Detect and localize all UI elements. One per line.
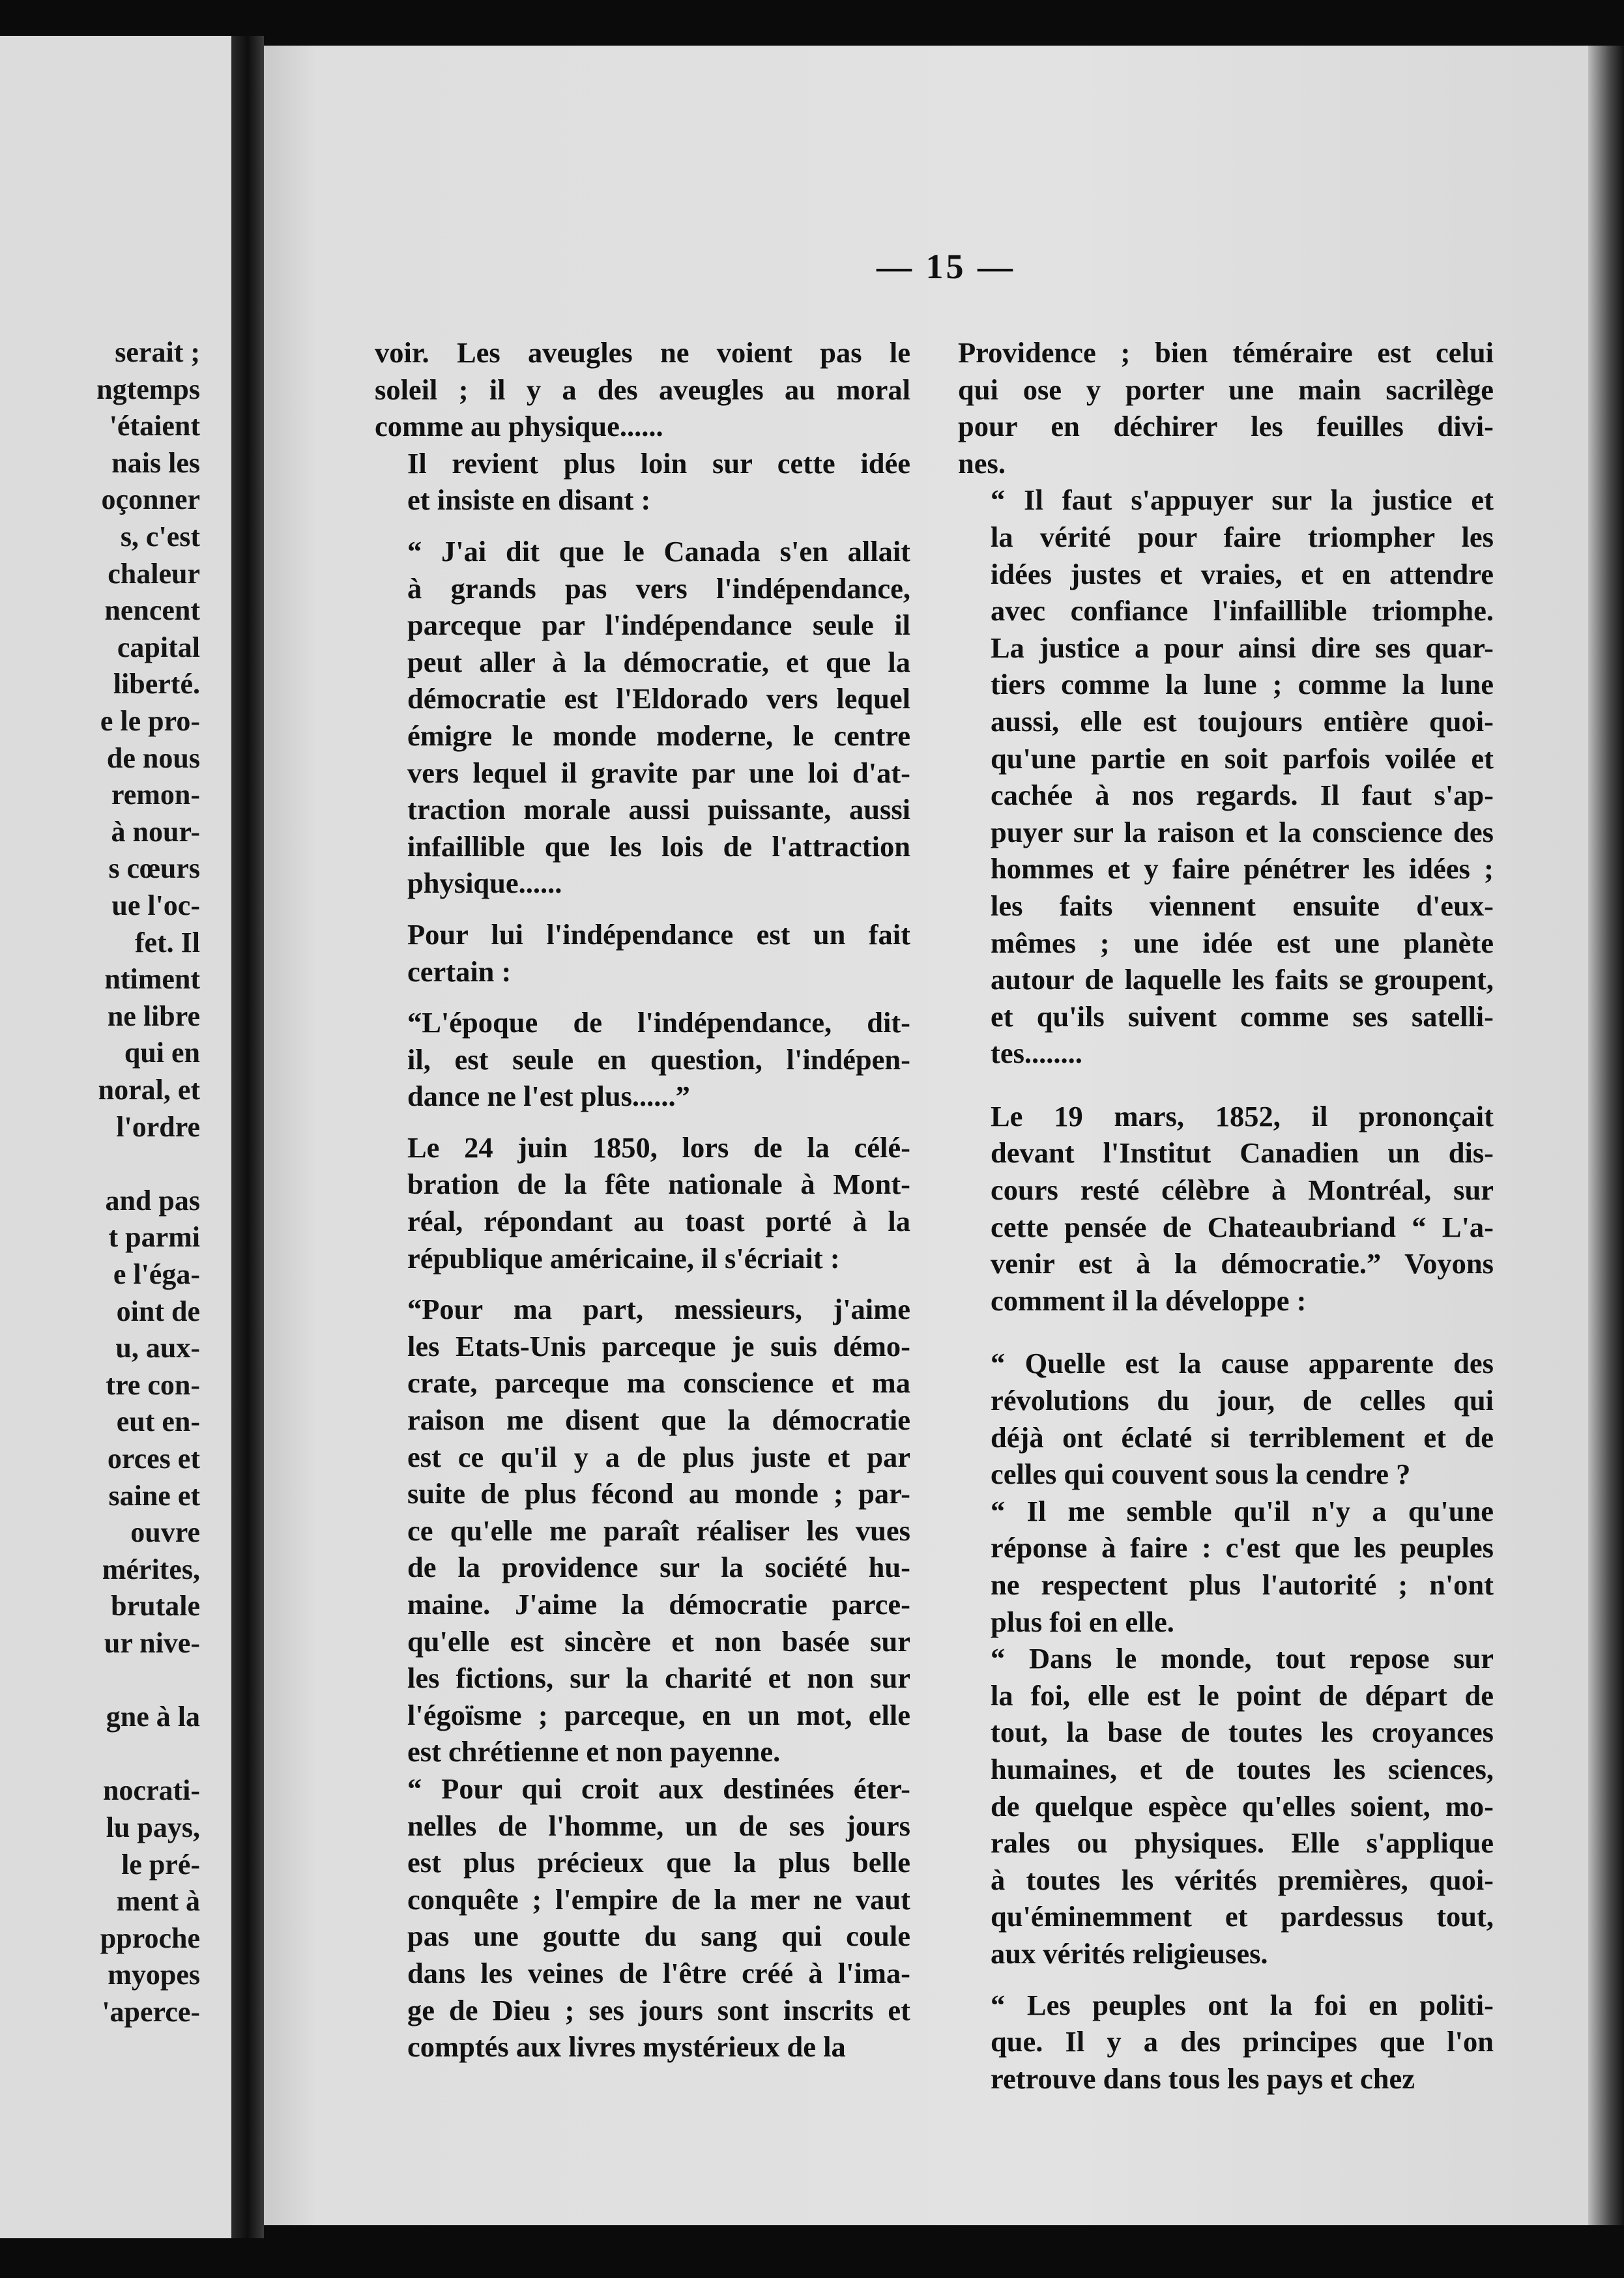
paragraph xyxy=(958,482,1494,1072)
facing-page-line: t parmi xyxy=(108,1221,200,1254)
text-line: réal, répondant au toast porté à la xyxy=(407,1205,910,1238)
text-line: suite de plus fécond au monde ; par- xyxy=(407,1477,910,1510)
facing-page-line: mérites, xyxy=(102,1553,200,1585)
paragraph xyxy=(958,1098,1494,1319)
text-line: aux vérités religieuses. xyxy=(991,1937,1268,1970)
text-column-left xyxy=(375,334,910,2066)
text-line: qu'elle est sincère et non basée sur xyxy=(407,1624,910,1658)
text-line: de quelque espèce qu'elles soient, mo- xyxy=(991,1789,1494,1823)
facing-page-line: nencent xyxy=(104,594,200,627)
facing-page-line: ne libre xyxy=(107,1000,200,1032)
text-line: bration de la fête nationale à Mont- xyxy=(407,1168,910,1201)
text-line: Pour lui l'indépendance est un fait xyxy=(407,917,910,951)
text-line: ne respectent plus l'autorité ; n'ont xyxy=(991,1568,1494,1601)
facing-page-line: eut en- xyxy=(116,1406,200,1438)
facing-page-line: myopes xyxy=(108,1959,200,1991)
text-line: est chrétienne et non payenne. xyxy=(407,1735,781,1768)
facing-page-line: 'aperce- xyxy=(102,1996,200,2028)
text-line: “L'époque de l'indépendance, dit- xyxy=(407,1006,910,1039)
facing-page-line: capital xyxy=(117,631,200,663)
facing-page-line: saine et xyxy=(108,1479,200,1512)
text-column-right xyxy=(958,334,1494,2097)
text-line: cette pensée de Chateaubriand “ L'a- xyxy=(991,1210,1494,1243)
facing-page-line: chaleur xyxy=(108,557,200,590)
book-gutter xyxy=(231,36,264,2238)
text-line: république américaine, il s'écriait : xyxy=(407,1241,840,1275)
text-line: est plus précieux que la plus belle xyxy=(407,1846,910,1879)
text-line: “ Il me semble qu'il n'y a qu'une xyxy=(991,1494,1494,1527)
text-line: tout, la base de toutes les croyances xyxy=(991,1716,1494,1749)
text-line: de la providence sur la société hu- xyxy=(407,1551,910,1584)
text-line: les Etats-Unis parceque je suis démo- xyxy=(407,1329,910,1362)
text-line: puyer sur la raison et la conscience des xyxy=(991,815,1494,848)
text-line: nes. xyxy=(958,446,1006,480)
text-line: il, est seule en question, l'indépen- xyxy=(407,1043,910,1076)
facing-page-line: ouvre xyxy=(130,1516,200,1549)
text-line: soleil ; il y a des aveugles au moral xyxy=(375,373,910,406)
text-line: retrouve dans tous les pays et chez xyxy=(991,2062,1415,2095)
text-line: tes........ xyxy=(991,1037,1082,1070)
facing-page-line: s cœurs xyxy=(108,852,200,885)
facing-page-line: oint de xyxy=(116,1295,200,1327)
text-line: peut aller à la démocratie, et que la xyxy=(407,645,910,678)
facing-page-line: and pas xyxy=(105,1184,200,1217)
facing-page-line: noral, et xyxy=(98,1074,200,1106)
paragraph xyxy=(375,1770,910,2066)
text-line: les faits viennent ensuite d'eux- xyxy=(991,889,1494,922)
facing-page-line: s, c'est xyxy=(120,521,200,553)
text-line: devant l'Institut Canadien un dis- xyxy=(991,1136,1494,1170)
facing-page-line: e le pro- xyxy=(100,705,200,737)
facing-page-line: ment à xyxy=(116,1885,200,1918)
text-line: et insiste en disant : xyxy=(407,483,651,517)
text-line: l'égoïsme ; parceque, en un mot, elle xyxy=(407,1698,910,1731)
facing-page-line: lu pays, xyxy=(106,1811,200,1843)
facing-page-line: ur nive- xyxy=(104,1627,200,1659)
text-line: plus foi en elle. xyxy=(991,1605,1174,1638)
text-line: certain : xyxy=(407,955,512,988)
text-line: réponse à faire : c'est que les peuples xyxy=(991,1531,1494,1564)
paragraph xyxy=(375,1291,910,1770)
text-line: humaines, et de toutes les sciences, xyxy=(991,1752,1494,1785)
facing-page-line: nocrati- xyxy=(102,1774,200,1807)
facing-page-line: pproche xyxy=(100,1922,200,1954)
facing-page-line: le pré- xyxy=(121,1848,200,1881)
text-line: vers lequel il gravite par une loi d'at- xyxy=(407,756,910,789)
text-line: infaillible que les lois de l'attraction xyxy=(407,829,910,863)
page-edge xyxy=(1588,46,1624,2225)
text-line: cachée à nos regards. Il faut s'ap- xyxy=(991,779,1494,812)
text-line: comptés aux livres mystérieux de la xyxy=(407,2030,846,2064)
paragraph xyxy=(958,1987,1494,2098)
text-line: physique...... xyxy=(407,867,562,900)
text-line: la foi, elle est le point de départ de xyxy=(991,1679,1494,1712)
facing-page-line: tre con- xyxy=(106,1368,200,1401)
paragraph xyxy=(375,334,910,445)
text-line: à toutes les vérités premières, quoi- xyxy=(991,1863,1494,1896)
text-line: que. Il y a des principes que l'on xyxy=(991,2025,1494,2058)
paragraph xyxy=(958,1640,1494,1972)
text-line: qu'une partie en soit parfois voilée et xyxy=(991,742,1494,775)
facing-page-line: de nous xyxy=(106,742,200,774)
text-line: “ Les peuples ont la foi en politi- xyxy=(991,1988,1494,2021)
text-line: Il revient plus loin sur cette idée xyxy=(407,446,910,480)
facing-page-line: brutale xyxy=(111,1590,200,1622)
text-line: “ J'ai dit que le Canada s'en allait xyxy=(407,534,910,568)
text-line: dans les veines de l'être créé à l'ima- xyxy=(407,1956,910,1989)
text-line: pas une goutte du sang qui coule xyxy=(407,1920,910,1953)
page-number: — 15 — xyxy=(877,247,1015,286)
facing-page-line: nais les xyxy=(111,446,200,479)
text-line: les fictions, sur la charité et non sur xyxy=(407,1662,910,1695)
facing-page-line: liberté. xyxy=(113,668,200,700)
text-line: qui ose y porter une main sacrilège xyxy=(958,373,1494,406)
text-line: “ Quelle est la cause apparente des xyxy=(991,1347,1494,1380)
text-line: traction morale aussi puissante, aussi xyxy=(407,793,910,826)
paragraph xyxy=(375,1129,910,1276)
text-line: parceque par l'indépendance seule il xyxy=(407,609,910,642)
text-line: nelles de l'homme, un de ses jours xyxy=(407,1809,910,1842)
facing-page-line: fet. Il xyxy=(134,926,200,959)
text-line: pour en déchirer les feuilles divi- xyxy=(958,410,1494,443)
text-line: mêmes ; une idée est une planète xyxy=(991,926,1494,959)
text-line: Le 24 juin 1850, lors de la célé- xyxy=(407,1131,910,1164)
text-line: comme au physique...... xyxy=(375,410,663,443)
text-line: hommes et y faire pénétrer les idées ; xyxy=(991,852,1494,886)
paragraph xyxy=(375,445,910,519)
text-line: ge de Dieu ; ses jours sont inscrits et xyxy=(407,1993,910,2026)
facing-page-line: remon- xyxy=(111,779,200,811)
facing-page-line: oçonner xyxy=(101,483,200,516)
facing-page-line: ue l'oc- xyxy=(111,889,200,921)
text-line: avec confiance l'infaillible triomphe. xyxy=(991,594,1494,627)
text-line: “Pour ma part, messieurs, j'aime xyxy=(407,1293,910,1326)
facing-page-line: u, aux- xyxy=(115,1332,200,1364)
paragraph xyxy=(958,1345,1494,1492)
text-line: qu'éminemment et pardessus tout, xyxy=(991,1900,1494,1933)
text-line: maine. J'aime la démocratie parce- xyxy=(407,1588,910,1621)
text-line: tiers comme la lune ; comme la lune xyxy=(991,668,1494,701)
text-line: Le 19 mars, 1852, il prononçait xyxy=(991,1099,1494,1132)
text-line: aussi, elle est toujours entière quoi- xyxy=(991,704,1494,738)
text-line: Providence ; bien téméraire est celui xyxy=(958,336,1494,369)
paragraph xyxy=(375,1004,910,1115)
text-line: “ Pour qui croit aux destinées éter- xyxy=(407,1772,910,1805)
text-line: démocratie est l'Eldorado vers lequel xyxy=(407,682,910,715)
text-line: crate, parceque ma conscience et ma xyxy=(407,1366,910,1400)
text-line: cours resté célèbre à Montréal, sur xyxy=(991,1174,1494,1207)
facing-page-line: orces et xyxy=(107,1443,200,1475)
facing-page-line: ngtemps xyxy=(96,373,200,405)
text-line: idées justes et vraies, et en attendre xyxy=(991,557,1494,590)
text-line: rales ou physiques. Elle s'applique xyxy=(991,1826,1494,1860)
paragraph xyxy=(958,1493,1494,1640)
facing-page-line: 'étaient xyxy=(109,410,200,442)
text-line: ce qu'elle me paraît réaliser les vues xyxy=(407,1514,910,1547)
text-line: raison me disent que la démocratie xyxy=(407,1404,910,1437)
text-line: “ Il faut s'appuyer sur la justice et xyxy=(991,483,1494,517)
text-line: voir. Les aveugles ne voient pas le xyxy=(375,336,910,369)
text-line: la vérité pour faire triompher les xyxy=(991,520,1494,553)
text-line: comment il la développe : xyxy=(991,1284,1307,1317)
facing-page-line: à nour- xyxy=(111,815,200,848)
text-line: à grands pas vers l'indépendance, xyxy=(407,571,910,605)
text-line: autour de laquelle les faits se groupent, xyxy=(991,963,1494,996)
paragraph xyxy=(375,533,910,902)
text-line: conquête ; l'empire de la mer ne vaut xyxy=(407,1882,910,1916)
facing-page-line: gne à la xyxy=(106,1701,200,1733)
text-line: émigre le monde moderne, le centre xyxy=(407,719,910,752)
text-line: celles qui couvent sous la cendre ? xyxy=(991,1458,1411,1491)
text-line: est ce qu'il y a de plus juste et par xyxy=(407,1440,910,1473)
facing-page-fragment xyxy=(0,36,231,2238)
text-line: révolutions du jour, de celles qui xyxy=(991,1384,1494,1417)
facing-page-line: serait ; xyxy=(115,336,200,368)
paragraph xyxy=(375,916,910,990)
paragraph xyxy=(958,334,1494,482)
facing-page-line: ntiment xyxy=(104,963,200,996)
text-line: La justice a pour ainsi dire ses quar- xyxy=(991,631,1494,664)
text-line: dance ne l'est plus......” xyxy=(407,1080,690,1113)
facing-page-line: e l'éga- xyxy=(113,1258,200,1290)
facing-page-line: qui en xyxy=(124,1037,200,1069)
text-line: déjà ont éclaté si terriblement et de xyxy=(991,1420,1494,1454)
text-line: “ Dans le monde, tout repose sur xyxy=(991,1642,1494,1675)
text-line: venir est à la démocratie.” Voyons xyxy=(991,1247,1494,1280)
text-line: et qu'ils suivent comme ses satelli- xyxy=(991,1000,1494,1033)
facing-page-line: l'ordre xyxy=(116,1110,200,1143)
